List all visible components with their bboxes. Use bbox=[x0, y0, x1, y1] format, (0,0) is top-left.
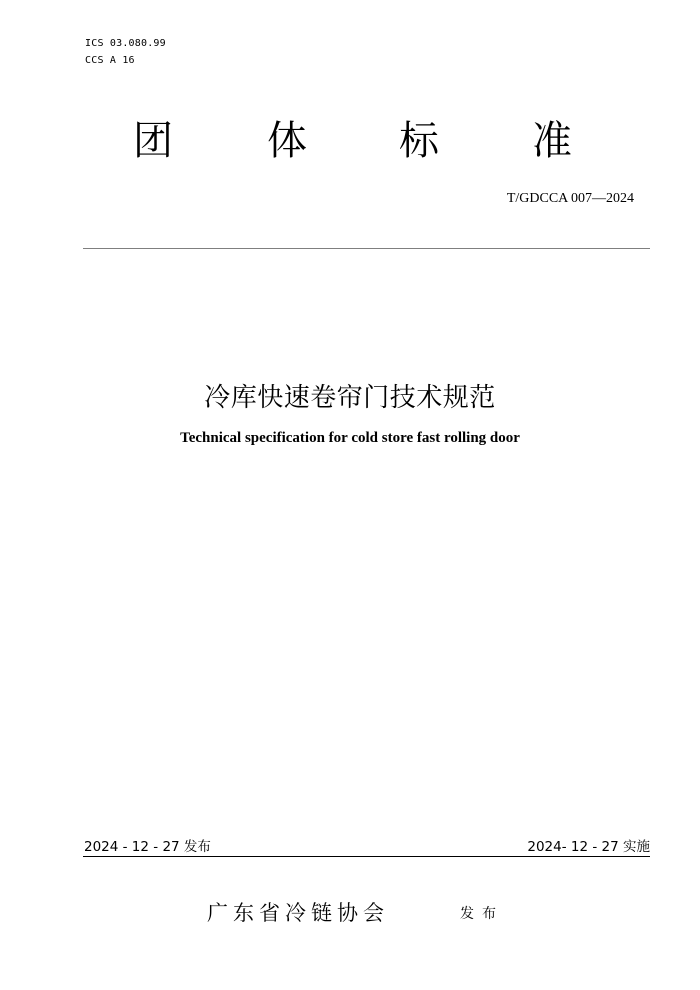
title-chinese: 冷库快速卷帘门技术规范 bbox=[204, 383, 496, 413]
publisher-name: 广东省冷链协会 bbox=[207, 901, 389, 925]
publish-date: 2024 - 12 - 27 发布 bbox=[84, 839, 211, 855]
implement-date: 2024- 12 - 27 实施 bbox=[527, 839, 650, 855]
top-divider bbox=[83, 248, 650, 249]
standard-number: T/GDCCA 007—2024 bbox=[506, 191, 634, 206]
document-type-title bbox=[0, 118, 700, 168]
ics-code: ICS 03.080.99 bbox=[85, 38, 166, 49]
title-english: Technical specification for cold store fast rolling door bbox=[180, 430, 520, 446]
document-type-char: 标 bbox=[399, 118, 439, 164]
document-type-char: 团 bbox=[133, 118, 173, 164]
ccs-code: CCS A 16 bbox=[85, 55, 135, 66]
bottom-divider bbox=[83, 856, 650, 857]
document-type-char: 体 bbox=[267, 118, 307, 164]
publish-label: 发布 bbox=[460, 906, 504, 922]
document-type-char: 准 bbox=[532, 118, 572, 164]
